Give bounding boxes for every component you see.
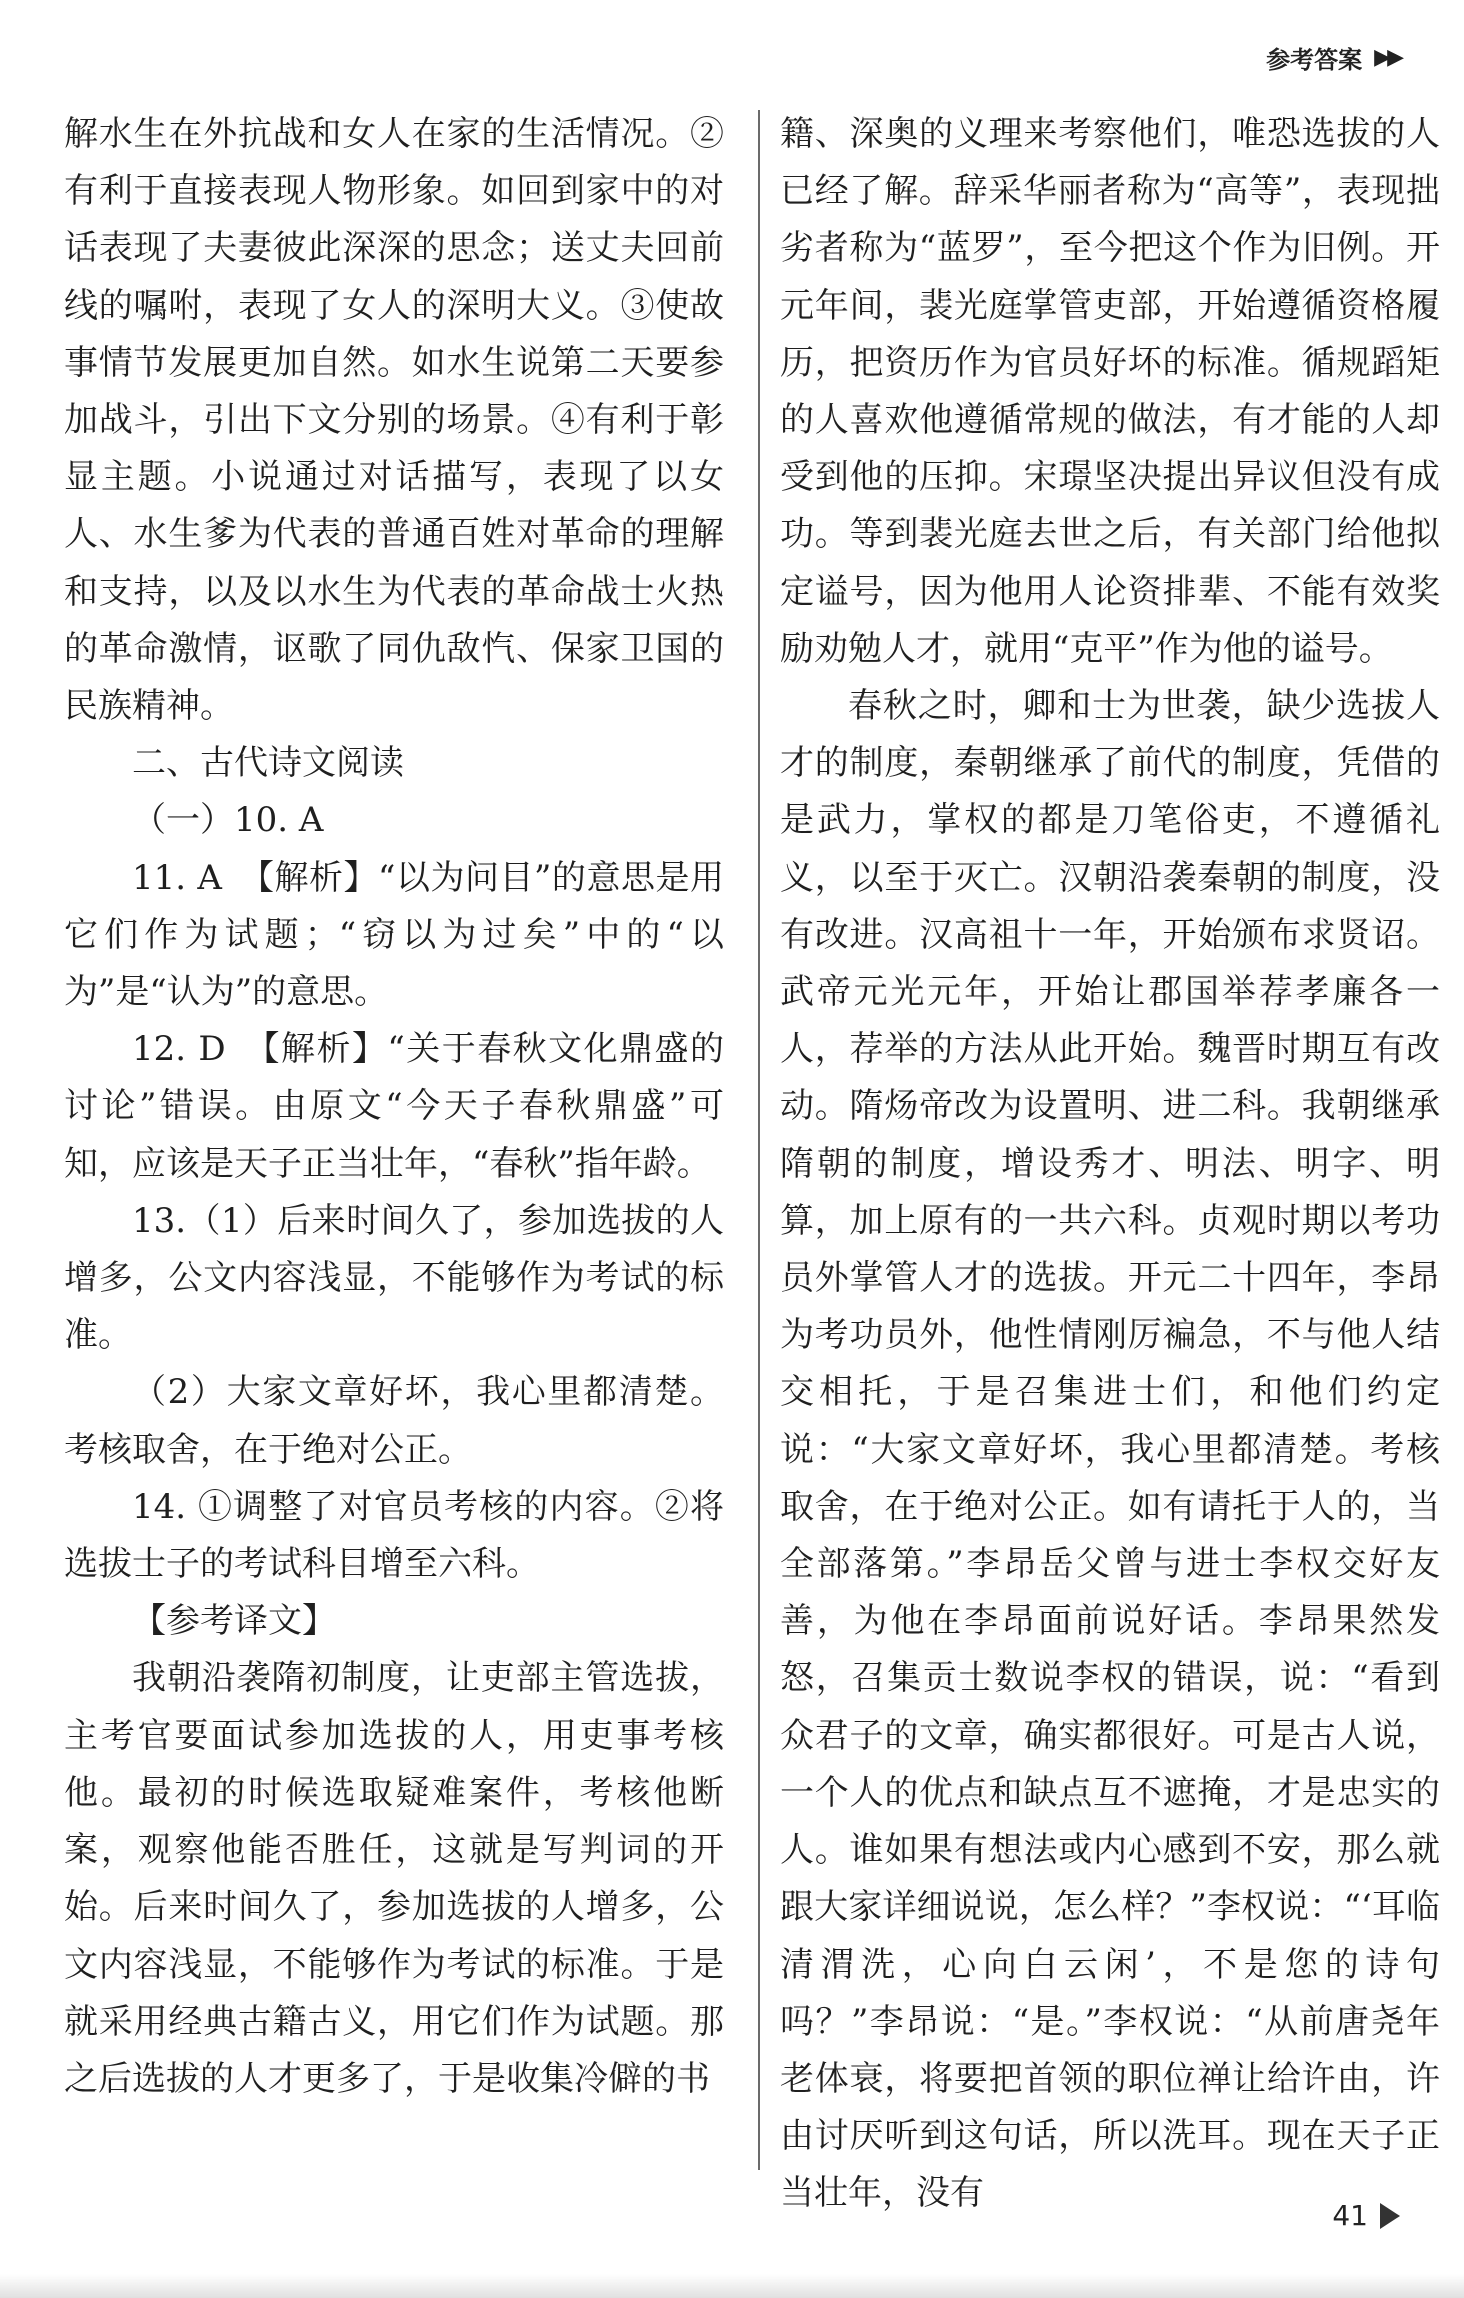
page-number: 41 (1332, 2199, 1368, 2232)
answer-13-part-2: （2）大家文章好坏，我心里都清楚。考核取舍，在于绝对公正。 (64, 1372, 724, 1470)
answer-14: 14. ①调整了对官员考核的内容。②将选拔士子的考试科目增至六科。 (64, 1486, 724, 1585)
translation-paragraph-2: 春秋之时，卿和士为世袭，缺少选拔人才的制度，秦朝继承了前代的制度，凭借的是武力，掌权的都是刀笔俗吏，不遵循礼义，以至于灭亡。汉朝沿袭秦朝的制度，没有改进。汉高祖十一年，开始颁布求贤诏。武帝元光元年，开始让郡国举荐孝廉各一人，荐举的方法从此开始。魏晋时期互有改动。隋炀帝改为设置明、进二科。我朝继承隋朝的制度，增设秀才、明法、明字、明算，加上原有的一共六科。贞观时期以考功员外掌管人才的选拔。开元二十四年，李昂为考功员外，他性情刚厉褊急，不与他人结交相托，于是召集进士们，和他们约定说：“大家文章好坏，我心里都清楚。考核取舍，在于绝对公正。如有请托于人的，当全部落第。”李昂岳父曾与进士李权交好友善，为他在李昂面前说好话。李昂果然发怒，召集贡士数说李权的错误，说：“看到众君子的文章，确实都很好。可是古人说，一个人的优点和缺点互不遮掩，才是忠实的人。谁如果有想法或内心感到不安，那么就跟大家详细说说，怎么样？”李权说：“‘耳临清渭洗，心向白云闲’，不是您的诗句吗？”李昂说：“是。”李权说：“从前唐尧年老体衰，将要把首领的职位禅让给许由，许由讨厌听到这句话，所以洗耳。现在天子正当壮年，没有 (780, 686, 1440, 2214)
triangle-right-icon (1380, 2203, 1400, 2229)
left-column (64, 106, 724, 2108)
running-header (1266, 40, 1400, 75)
reference-translation-heading: 【参考译文】 (132, 1601, 336, 1642)
answer-10: （一）10. A (132, 800, 324, 841)
answer-11: 11. A 【解析】“以为问目”的意思是用它们作为试题；“窃以为过矣”中的“以为”是“认为”的意思。 (64, 857, 724, 1013)
translation-paragraph-1-continued: 籍、深奥的义理来考察他们，唯恐选拔的人已经了解。辞采华丽者称为“高等”，表现拙劣者称为“蓝罗”，至今把这个作为旧例。开元年间，裴光庭掌管吏部，开始遵循资格履历，把资历作为官员好坏的标准。循规蹈矩的人喜欢他遵循常规的做法，有才能的人却受到他的压抑。宋璟坚决提出异议但没有成功。等到裴光庭去世之后，有关部门给他拟定谥号，因为他用人论资排辈、不能有效奖励劝勉人才，就用“克平”作为他的谥号。 (780, 114, 1440, 669)
double-triangle-right-icon: ▶▶ (1374, 45, 1400, 70)
right-column (780, 106, 1440, 2223)
translation-paragraph-1: 我朝沿袭隋初制度，让吏部主管选拔，主考官要面试参加选拔的人，用吏事考核他。最初的时候选取疑难案件，考核他断案，观察他能否胜任，这就是写判词的开始。后来时间久了，参加选拔的人增多，公文内容浅显，不能够作为考试的标准。于是就采用经典古籍古义，用它们作为试题。那之后选拔的人才更多了，于是收集冷僻的书 (64, 1658, 724, 2099)
answer-12: 12. D 【解析】“关于春秋文化鼎盛的讨论”错误。由原文“今天子春秋鼎盛”可知，应该是天子正当壮年，“春秋”指年龄。 (64, 1029, 724, 1184)
section-heading-classical-reading: 二、古代诗文阅读 (132, 743, 404, 784)
paragraph-answer-9-continued: 解水生在外抗战和女人在家的生活情况。②有利于直接表现人物形象。如回到家中的对话表现了夫妻彼此深深的思念；送丈夫回前线的嘱咐，表现了女人的深明大义。③使故事情节发展更加自然。如水生说第二天要参加战斗，引出下文分别的场景。④有利于彰显主题。小说通过对话描写，表现了以女人、水生爹为代表的普通百姓对革命的理解和支持，以及以水生为代表的革命战士火热的革命激情，讴歌了同仇敌忾、保家卫国的民族精神。 (64, 114, 724, 727)
header-title: 参考答案 (1266, 46, 1363, 74)
page-footer (1332, 2199, 1400, 2232)
page-edge-shadow (0, 2274, 1464, 2298)
answer-13-part-1: 13.（1）后来时间久了，参加选拔的人增多，公文内容浅显，不能够作为考试的标准。 (64, 1200, 724, 1356)
column-divider (758, 110, 760, 2170)
